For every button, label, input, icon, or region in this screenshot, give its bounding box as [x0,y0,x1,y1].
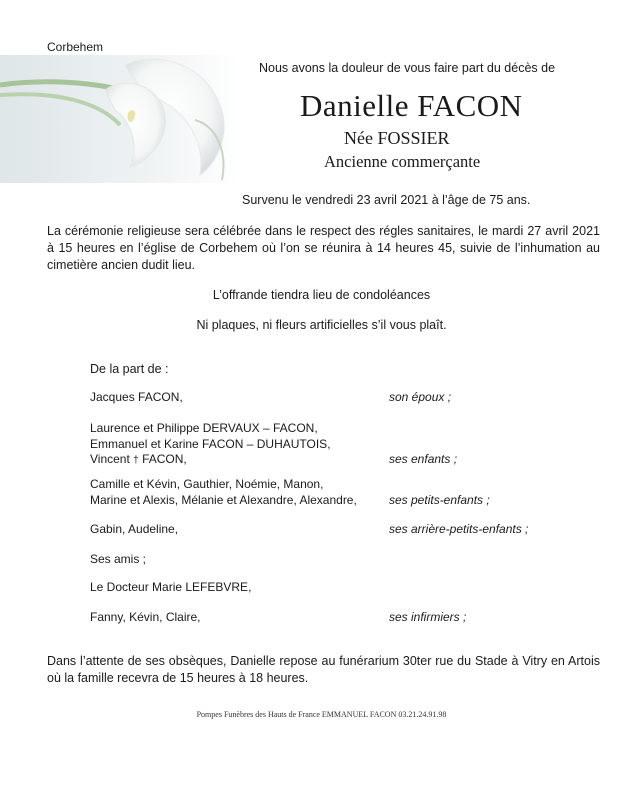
death-date-text: Survenu le vendredi 23 avril 2021 à l’âge de 75 ans. [242,193,531,207]
nurses-relation: ses infirmiers ; [389,610,467,624]
husband-line: Jacques FACON, [90,390,183,404]
no-flowers-line: Ni plaques, ni fleurs artificielles s’il vous plaît. [196,318,447,332]
grandchildren-line: Camille et Kévin, Gauthier, Noémie, Manon, [90,477,324,491]
children-line [90,452,331,469]
from-label: De la part de : [90,362,169,376]
children-line: Laurence et Philippe DERVAUX – FACON, [90,421,318,435]
calla-lily-image [0,55,240,183]
child-last-name: FACON, [142,452,187,466]
town-name: Corbehem [47,40,104,54]
grandchildren-list [90,477,357,508]
friends-line: Ses amis ; [90,552,147,566]
doctor-line: Le Docteur Marie LEFEBVRE, [90,580,252,594]
children-relation: ses enfants ; [389,452,458,466]
funerarium-paragraph: Dans l’attente de ses obsèques, Danielle repose au funérarium 30ter rue du Stade à Vitry en Artois où la famille recevra de 15 heures à 18 heures. [47,654,600,685]
child-first-name: Vincent [90,452,130,466]
deceased-cross-icon: † [133,455,139,466]
nurses-line: Fanny, Kévin, Claire, [90,610,201,624]
great-grandchildren-relation: ses arrière-petits-enfants ; [389,522,529,536]
maiden-name: Née FOSSIER [344,128,450,148]
grandchildren-relation: ses petits-enfants ; [389,493,490,507]
children-line: Emmanuel et Karine FACON – DUHAUTOIS, [90,436,331,451]
husband-relation: son époux ; [389,390,452,404]
funeral-home-footer: Pompes Funèbres des Hauts de France EMMANUEL FACON 03.21.24.91.98 [196,710,447,719]
children-list [90,421,331,469]
ceremony-paragraph: La cérémonie religieuse sera célébrée dans le respect des régles sanitaires, le mardi 27 avril 2021 à 15 heures en l’église de Corbehem où l’on se réunira à 14 heures 45, suivie de l’inhumation au cimetière ancien dudit lieu. [47,224,600,272]
offering-line: L’offrande tiendra lieu de condoléances [212,288,431,302]
grandchildren-line: Marine et Alexis, Mélanie et Alexandre, Alexandre, [90,492,357,507]
occupation: Ancienne commerçante [324,152,481,171]
intro-text: Nous avons la douleur de vous faire part du décès de [259,61,556,75]
great-grandchildren-line: Gabin, Audeline, [90,522,179,536]
deceased-name: Danielle FACON [300,88,523,123]
